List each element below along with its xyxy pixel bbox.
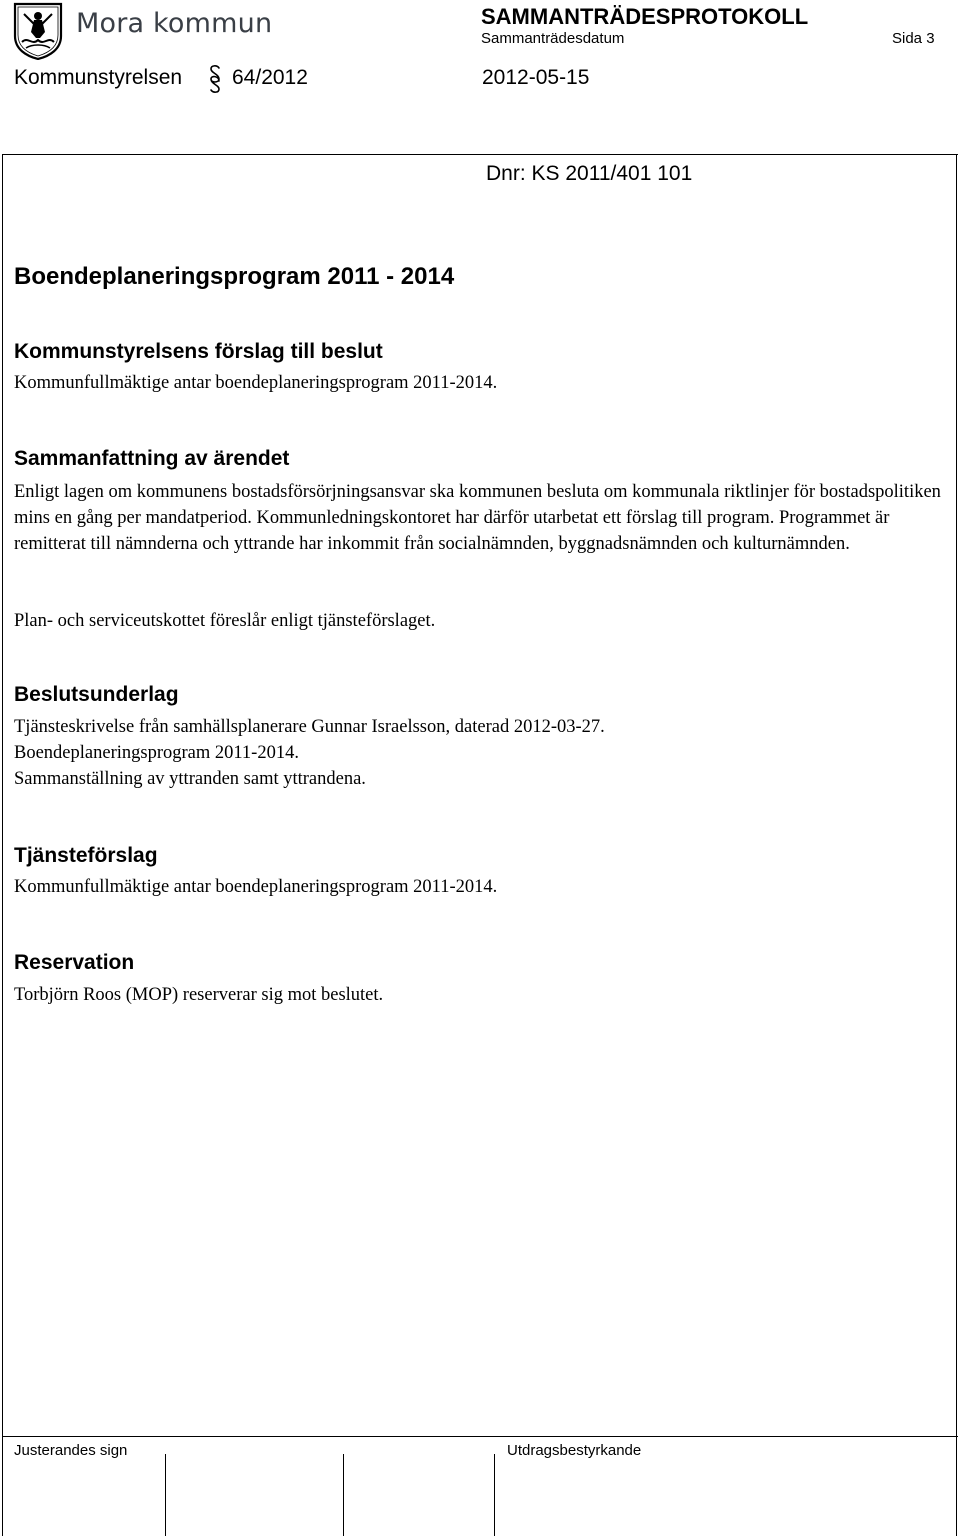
- document-type-heading: SAMMANTRÄDESPROTOKOLL: [481, 4, 809, 29]
- proposal-text: Kommunfullmäktige antar boendeplaneringsprogram 2011-2014.: [14, 373, 498, 393]
- summary-heading: Sammanfattning av ärendet: [14, 447, 290, 470]
- basis-item: Sammanställning av yttranden samt yttrandena.: [14, 769, 366, 789]
- municipality-name: Mora kommun: [76, 8, 273, 39]
- staff-proposal-heading: Tjänsteförslag: [14, 844, 158, 867]
- summary-paragraph: Enligt lagen om kommunens bostadsförsörjningsansvar ska kommunen besluta om kommunala riktlinjer för bostadspolitiken mins en gång per mandatperiod. Kommunledningskontoret har därför utarbetat ett förslag till program. Programmet är remitterat till nämnderna och yttrande har inkommit från socialnämnden, byggnadsnämnden och kulturnämnden.: [14, 482, 941, 554]
- case-number: Dnr: KS 2011/401 101: [486, 162, 693, 185]
- meeting-date: 2012-05-15: [482, 66, 590, 89]
- signature-box-divider: [165, 1454, 166, 1536]
- board-name: Kommunstyrelsen: [14, 66, 183, 89]
- case-title: Boendeplaneringsprogram 2011 - 2014: [14, 263, 455, 290]
- signature-box-divider: [343, 1454, 344, 1536]
- basis-heading: Beslutsunderlag: [14, 683, 179, 706]
- municipality-logo-icon: [12, 2, 64, 60]
- reservation-text: Torbjörn Roos (MOP) reserverar sig mot beslutet.: [14, 985, 384, 1005]
- certified-copy-label: Utdragsbestyrkande: [507, 1442, 642, 1459]
- section-sign-icon: [208, 64, 222, 94]
- staff-proposal-text: Kommunfullmäktige antar boendeplaneringsprogram 2011-2014.: [14, 877, 498, 897]
- frame-left-border: [2, 154, 3, 1536]
- frame-top-border: [2, 154, 958, 155]
- proposal-heading: Kommunstyrelsens förslag till beslut: [14, 340, 383, 363]
- footer-divider: [2, 1436, 958, 1437]
- reservation-heading: Reservation: [14, 951, 135, 974]
- meeting-number: 64/2012: [232, 66, 308, 89]
- frame-right-border: [956, 154, 957, 1536]
- basis-item: Tjänsteskrivelse från samhällsplanerare Gunnar Israelsson, daterad 2012-03-27.: [14, 717, 605, 737]
- signature-box-divider: [494, 1454, 495, 1536]
- basis-item: Boendeplaneringsprogram 2011-2014.: [14, 743, 299, 763]
- meeting-date-label: Sammanträdesdatum: [481, 30, 625, 47]
- page-number: Sida 3: [892, 30, 935, 47]
- adjuster-sign-label: Justerandes sign: [14, 1442, 128, 1459]
- summary-recommendation: Plan- och serviceutskottet föreslår enligt tjänsteförslaget.: [14, 611, 436, 631]
